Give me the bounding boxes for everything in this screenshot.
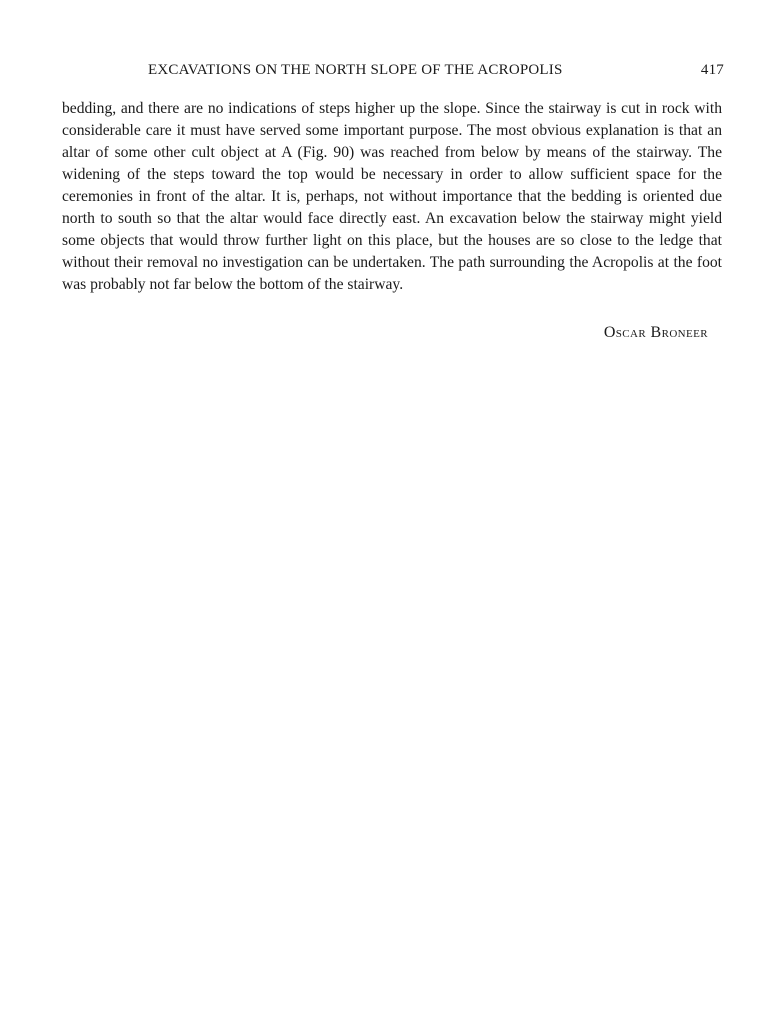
author-signature: Oscar Broneer [603, 324, 708, 341]
running-head [62, 62, 722, 86]
page [62, 62, 722, 342]
running-title: EXCAVATIONS ON THE NORTH SLOPE OF THE ACROPOLIS [148, 62, 563, 78]
body-paragraph: bedding, and there are no indications of steps higher up the slope. Since the stairway is cut in rock with considerable care it must have served some important purpose. The most obvious explanation is that an altar of some other cult object at A (Fig. 90) was reached from below by means of the stairway. The widening of the steps toward the top would be necessary in order to allow sufficient space for the ceremonies in front of the altar. It is, perhaps, not without importance that the bedding is oriented due north to south so that the altar would face directly east. An excavation below the stairway might yield some objects that would throw further light on this place, but the houses are so close to the ledge that without their removal no investigation can be undertaken. The path surrounding the Acropolis at the foot was probably not far below the bottom of the stairway. [62, 100, 722, 293]
page-number: 417 [700, 62, 724, 78]
